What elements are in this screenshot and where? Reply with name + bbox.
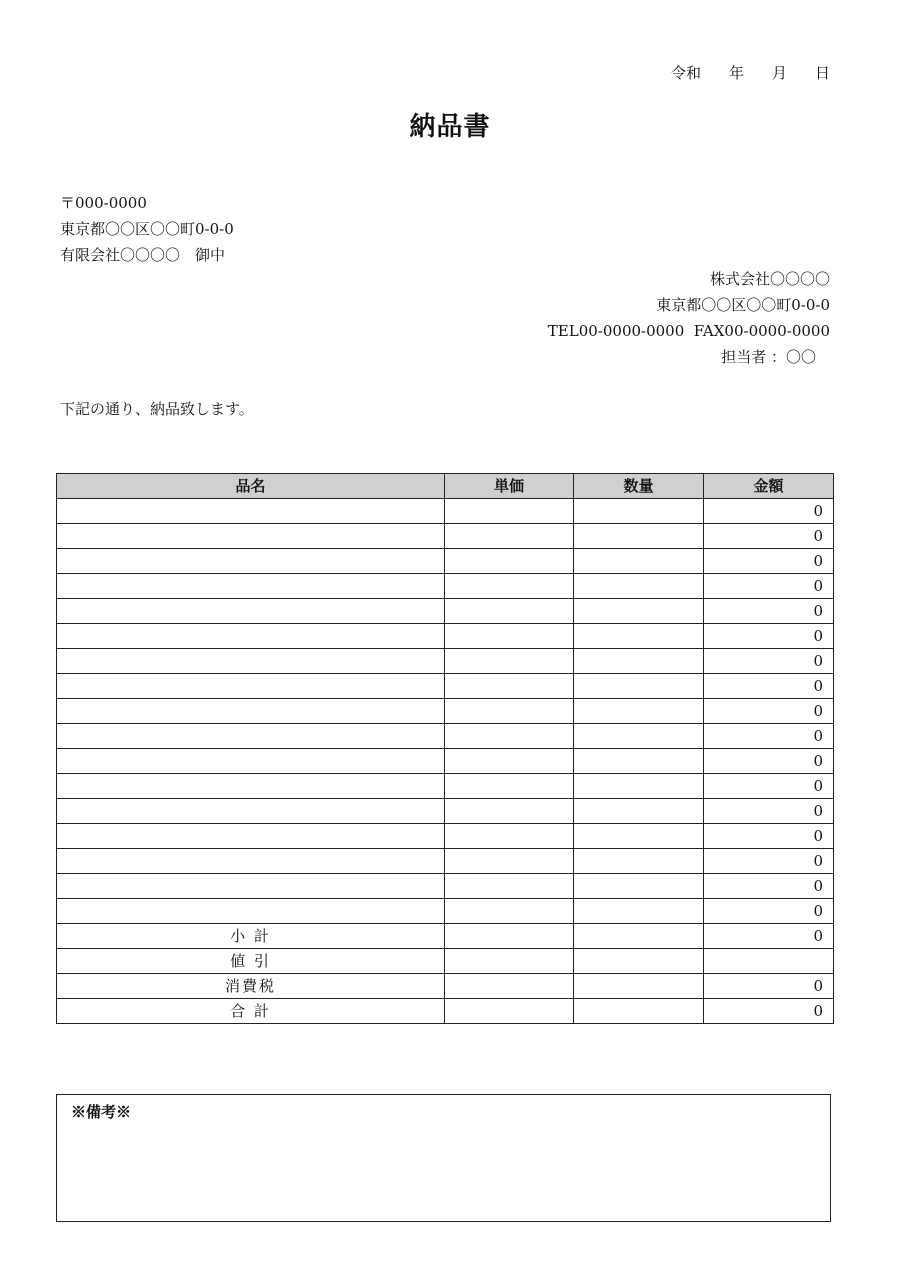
date-month: 月 xyxy=(771,64,787,82)
cell-quantity[interactable] xyxy=(574,574,704,599)
header-amount: 金額 xyxy=(704,474,834,499)
summary-label: 値 引 xyxy=(57,949,445,974)
cell-quantity[interactable] xyxy=(574,849,704,874)
cell-amount[interactable]: 0 xyxy=(704,499,834,524)
cell-amount[interactable]: 0 xyxy=(704,874,834,899)
cell-item[interactable] xyxy=(57,499,445,524)
cell-quantity[interactable] xyxy=(574,774,704,799)
recipient-block xyxy=(60,190,234,268)
cell-unit-price[interactable] xyxy=(445,524,574,549)
summary-row xyxy=(57,924,834,949)
cell-quantity[interactable] xyxy=(574,874,704,899)
sender-contact: TEL00-0000-0000 FAX00-0000-0000 xyxy=(547,322,830,340)
cell-quantity[interactable] xyxy=(574,674,704,699)
table-row xyxy=(57,649,834,674)
cell-unit-price[interactable] xyxy=(445,574,574,599)
cell-quantity[interactable] xyxy=(574,599,704,624)
summary-label: 小 計 xyxy=(57,924,445,949)
sender-address: 東京都〇〇区〇〇町0-0-0 xyxy=(656,296,830,314)
date-day: 日 xyxy=(814,64,830,82)
sender-company: 株式会社〇〇〇〇 xyxy=(709,270,830,288)
cell-amount[interactable]: 0 xyxy=(704,724,834,749)
cell-item[interactable] xyxy=(57,874,445,899)
summary-amount[interactable]: 0 xyxy=(704,924,834,949)
items-table xyxy=(56,473,834,1024)
cell-unit-price[interactable] xyxy=(445,724,574,749)
cell-amount[interactable]: 0 xyxy=(704,699,834,724)
document-title: 納品書 xyxy=(409,112,491,142)
cell-item[interactable] xyxy=(57,599,445,624)
cell-amount[interactable]: 0 xyxy=(704,899,834,924)
table-header-row xyxy=(57,474,834,499)
header-quantity: 数量 xyxy=(574,474,704,499)
summary-row xyxy=(57,949,834,974)
cell-item[interactable] xyxy=(57,799,445,824)
table-row xyxy=(57,674,834,699)
summary-amount[interactable]: 0 xyxy=(704,999,834,1024)
summary-empty-cell xyxy=(445,999,574,1024)
cell-unit-price[interactable] xyxy=(445,824,574,849)
cell-item[interactable] xyxy=(57,649,445,674)
cell-quantity[interactable] xyxy=(574,699,704,724)
cell-amount[interactable]: 0 xyxy=(704,599,834,624)
cell-item[interactable] xyxy=(57,849,445,874)
table-row xyxy=(57,799,834,824)
cell-unit-price[interactable] xyxy=(445,499,574,524)
issue-date xyxy=(671,62,830,83)
recipient-name: 有限会社〇〇〇〇 御中 xyxy=(60,246,226,264)
cell-item[interactable] xyxy=(57,574,445,599)
cell-unit-price[interactable] xyxy=(445,624,574,649)
table-row xyxy=(57,849,834,874)
table-row xyxy=(57,699,834,724)
cell-quantity[interactable] xyxy=(574,524,704,549)
cell-item[interactable] xyxy=(57,774,445,799)
summary-empty-cell xyxy=(445,949,574,974)
summary-label: 消費税 xyxy=(57,974,445,999)
remarks-label: ※備考※ xyxy=(71,1103,132,1121)
table-row xyxy=(57,724,834,749)
cell-amount[interactable]: 0 xyxy=(704,624,834,649)
remarks-box[interactable] xyxy=(56,1094,831,1222)
summary-empty-cell xyxy=(574,949,704,974)
summary-empty-cell xyxy=(574,924,704,949)
cell-unit-price[interactable] xyxy=(445,699,574,724)
cell-unit-price[interactable] xyxy=(445,849,574,874)
cell-unit-price[interactable] xyxy=(445,799,574,824)
cell-quantity[interactable] xyxy=(574,799,704,824)
cell-amount[interactable]: 0 xyxy=(704,799,834,824)
table-row xyxy=(57,624,834,649)
table-row xyxy=(57,574,834,599)
cell-amount[interactable]: 0 xyxy=(704,549,834,574)
cell-unit-price[interactable] xyxy=(445,549,574,574)
summary-amount[interactable] xyxy=(704,949,834,974)
cell-quantity[interactable] xyxy=(574,749,704,774)
recipient-postal: 〒000-0000 xyxy=(60,194,147,212)
table-row xyxy=(57,774,834,799)
cell-item[interactable] xyxy=(57,749,445,774)
cell-item[interactable] xyxy=(57,724,445,749)
table-row xyxy=(57,499,834,524)
cell-unit-price[interactable] xyxy=(445,649,574,674)
cell-unit-price[interactable] xyxy=(445,749,574,774)
cell-item[interactable] xyxy=(57,524,445,549)
cell-quantity[interactable] xyxy=(574,549,704,574)
cell-unit-price[interactable] xyxy=(445,599,574,624)
cell-quantity[interactable] xyxy=(574,649,704,674)
table-row xyxy=(57,599,834,624)
cell-quantity[interactable] xyxy=(574,824,704,849)
summary-amount[interactable]: 0 xyxy=(704,974,834,999)
cell-item[interactable] xyxy=(57,624,445,649)
table-row xyxy=(57,874,834,899)
table-row xyxy=(57,899,834,924)
cell-quantity[interactable] xyxy=(574,724,704,749)
header-item: 品名 xyxy=(57,474,445,499)
cell-unit-price[interactable] xyxy=(445,899,574,924)
summary-empty-cell xyxy=(574,974,704,999)
table-row xyxy=(57,549,834,574)
cell-quantity[interactable] xyxy=(574,624,704,649)
table-row xyxy=(57,824,834,849)
header-unit-price: 単価 xyxy=(445,474,574,499)
table-row xyxy=(57,524,834,549)
cell-quantity[interactable] xyxy=(574,499,704,524)
cell-unit-price[interactable] xyxy=(445,674,574,699)
summary-empty-cell xyxy=(574,999,704,1024)
sender-block xyxy=(548,266,830,370)
cell-item[interactable] xyxy=(57,824,445,849)
cell-item[interactable] xyxy=(57,674,445,699)
cell-quantity[interactable] xyxy=(574,899,704,924)
cell-unit-price[interactable] xyxy=(445,874,574,899)
sender-person: 担当者 ：〇〇 xyxy=(721,348,816,366)
summary-row xyxy=(57,999,834,1024)
intro-text: 下記の通り、納品致します。 xyxy=(60,400,254,418)
summary-row xyxy=(57,974,834,999)
cell-unit-price[interactable] xyxy=(445,774,574,799)
cell-amount[interactable]: 0 xyxy=(704,674,834,699)
summary-empty-cell xyxy=(445,974,574,999)
cell-amount[interactable]: 0 xyxy=(704,824,834,849)
date-year: 年 xyxy=(728,64,744,82)
cell-amount[interactable]: 0 xyxy=(704,574,834,599)
summary-label: 合 計 xyxy=(57,999,445,1024)
cell-amount[interactable]: 0 xyxy=(704,749,834,774)
table-row xyxy=(57,749,834,774)
cell-amount[interactable]: 0 xyxy=(704,849,834,874)
cell-item[interactable] xyxy=(57,699,445,724)
cell-amount[interactable]: 0 xyxy=(704,524,834,549)
summary-empty-cell xyxy=(445,924,574,949)
cell-amount[interactable]: 0 xyxy=(704,774,834,799)
cell-item[interactable] xyxy=(57,549,445,574)
date-era: 令和 xyxy=(670,64,701,82)
cell-amount[interactable]: 0 xyxy=(704,649,834,674)
cell-item[interactable] xyxy=(57,899,445,924)
recipient-address: 東京都〇〇区〇〇町0-0-0 xyxy=(60,220,234,238)
